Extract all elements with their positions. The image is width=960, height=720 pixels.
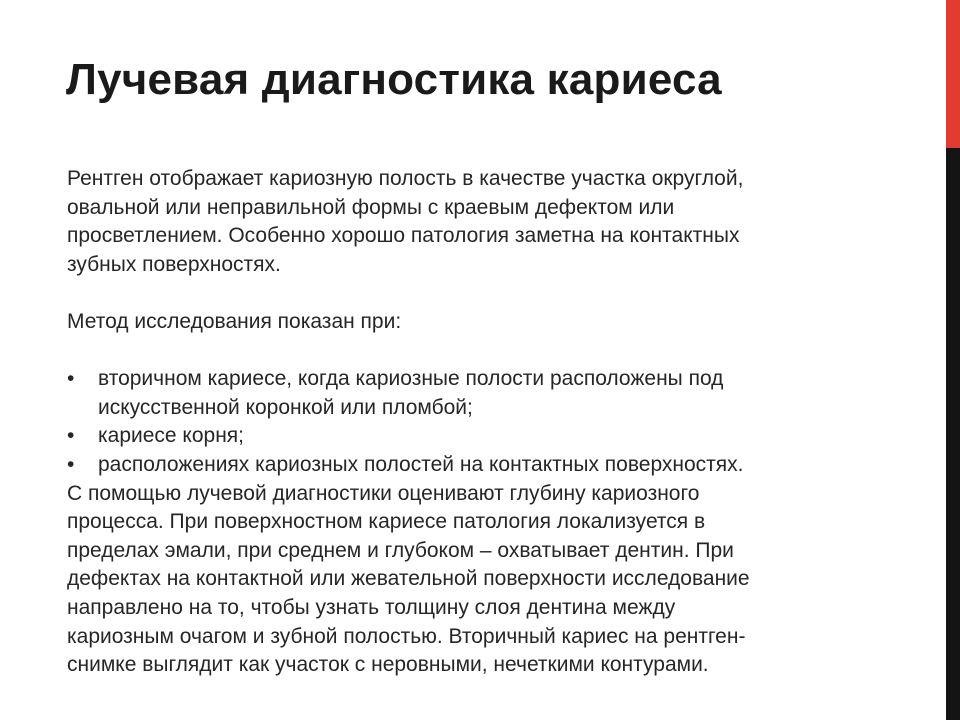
bullet-icon: • (67, 367, 75, 391)
text-line: направлено на то, чтобы узнать толщину слоя дентина между (67, 595, 676, 619)
text-line: искусственной коронкой или пломбой; (98, 395, 473, 419)
text-line: С помощью лучевой диагностики оценивают глубину кариозного (67, 481, 700, 505)
intro-paragraph (67, 165, 857, 279)
slide-title: Лучевая диагностика кариеса (66, 55, 722, 104)
accent-bar-black (946, 148, 960, 720)
spacer (67, 279, 857, 308)
accent-bar-red (946, 0, 960, 148)
text-line: процесса. При поверхностном кариесе патология локализуется в (67, 510, 706, 534)
list-item (67, 422, 857, 451)
text-line: пределах эмали, при среднем и глубоком – охватывает дентин. При (67, 538, 734, 562)
text-line: Рентген отображает кариозную полость в качестве участка округлой, (67, 167, 744, 190)
conclusion-paragraph (67, 480, 857, 680)
indications-list (67, 365, 857, 479)
text-line: просветлением. Особенно хорошо патология заметна на контактных (67, 224, 740, 248)
list-item (67, 365, 857, 422)
bullet-icon: • (67, 452, 75, 476)
text-line: кариозным очагом и зубной полостью. Вторичный кариес на рентген- (67, 624, 746, 648)
bullet-icon: • (67, 424, 75, 448)
text-line: дефектах на контактной или жевательной поверхности исследование (67, 567, 750, 591)
text-line: расположениях кариозных полостей на контактных поверхностях. (98, 452, 744, 476)
slide-body (67, 165, 857, 680)
text-line: кариесе корня; (98, 424, 245, 448)
text-line: снимке выглядит как участок с неровными, нечеткими контурами. (67, 653, 709, 677)
spacer (67, 337, 857, 366)
text-line: овальной или неправильной формы с краевым дефектом или (67, 195, 675, 219)
text-line: зубных поверхностях. (67, 252, 281, 276)
list-item (67, 451, 857, 480)
method-intro: Метод исследования показан при: (67, 309, 402, 333)
text-line: вторичном кариесе, когда кариозные полости расположены под (98, 367, 724, 391)
